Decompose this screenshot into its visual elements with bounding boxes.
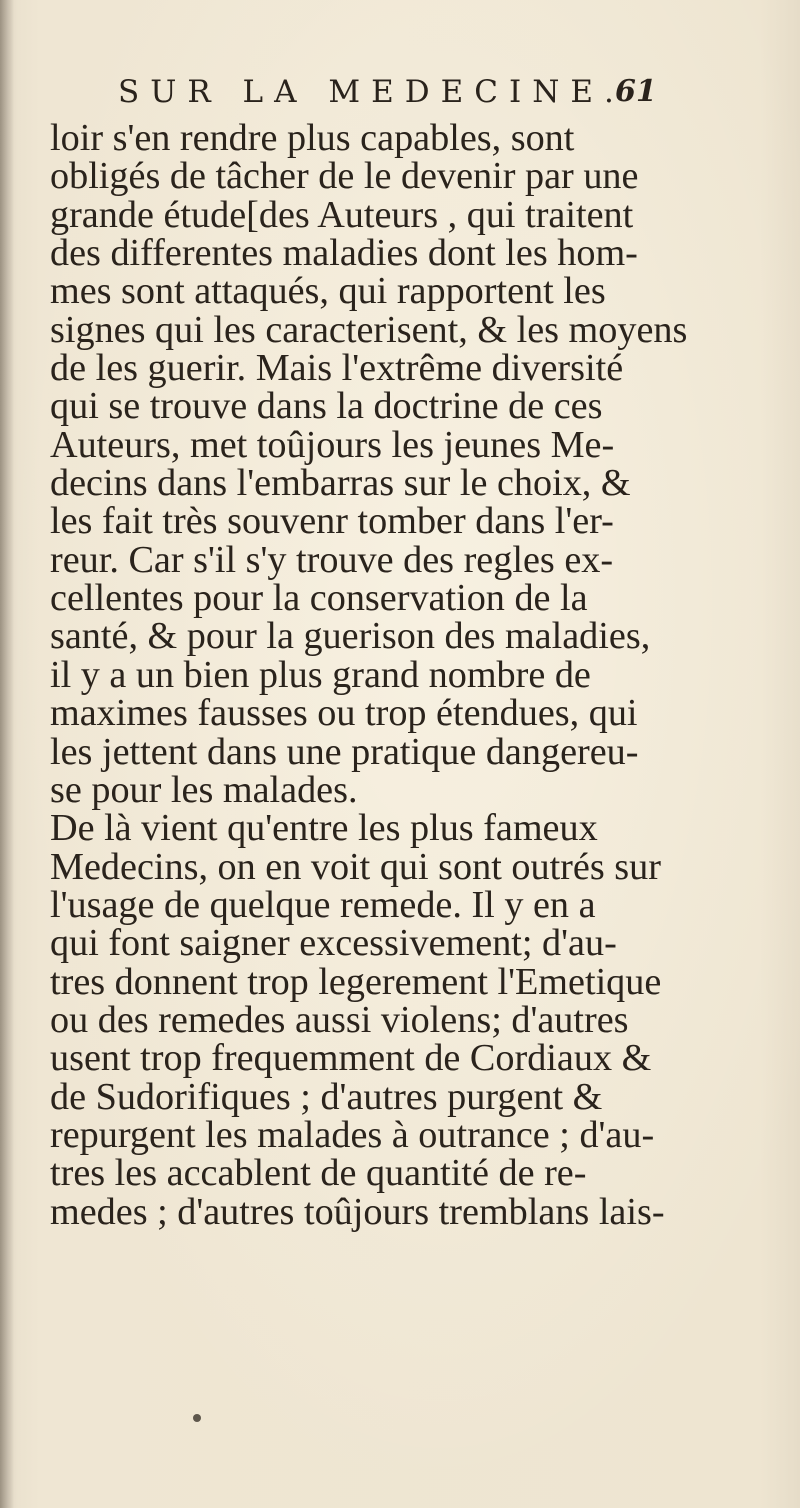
text-line: tres les accablent de quantité de re-	[50, 1152, 587, 1195]
text-line: les jettent dans une pratique dangereu-	[50, 730, 639, 773]
text-line: tres donnent trop legerement l'Emetique	[50, 960, 662, 1003]
text-line: loir s'en rendre plus capables, sont	[50, 117, 575, 159]
text-line: ou des remedes aussi violens; d'autres	[50, 998, 629, 1041]
text-line: cellentes pour la conservation de la	[50, 577, 588, 620]
text-line: il y a un bien plus grand nombre de	[50, 653, 591, 696]
text-line: obligés de tâcher de le devenir par une	[50, 155, 639, 198]
text-line: decins dans l'embarras sur le choix, &	[50, 462, 631, 505]
text-line: reur. Car s'il s'y trouve des regles ex-	[50, 538, 614, 581]
text-line: qui font saigner excessivement; d'au-	[50, 922, 617, 965]
text-line: se pour les malades.	[50, 768, 358, 811]
text-line: medes ; d'autres toûjours tremblans lais-	[50, 1190, 665, 1233]
running-title: SUR LA MEDECINE.	[118, 74, 625, 110]
text-line: l'usage de quelque remede. Il y en a	[50, 883, 596, 926]
text-line: repurgent les malades à outrance ; d'au-	[50, 1113, 655, 1156]
text-line: de les guerir. Mais l'extrême diversité	[50, 347, 624, 390]
text-line: signes qui les caracterisent, & les moyens	[50, 308, 688, 351]
text-line: de Sudorifiques ; d'autres purgent &	[50, 1075, 603, 1118]
ink-spot	[193, 1414, 201, 1422]
text-line: qui se trouve dans la doctrine de ces	[50, 385, 603, 428]
text-line: mes sont attaqués, qui rapportent les	[50, 270, 606, 313]
text-line: les fait très souvenr tomber dans l'er-	[50, 500, 614, 543]
text-line-paragraph-start: De là vient qu'entre les plus fameux	[50, 807, 598, 850]
text-line: grande étude[des Auteurs , qui traitent	[50, 193, 634, 236]
text-line: maximes fausses ou trop étendues, qui	[50, 692, 638, 735]
text-line: des differentes maladies dont les hom-	[50, 232, 638, 275]
text-line: usent trop frequemment de Cordiaux &	[50, 1037, 652, 1080]
text-line: Auteurs, met toûjours les jeunes Me-	[50, 423, 615, 466]
page-number: 61	[615, 74, 657, 109]
running-head	[118, 74, 678, 114]
text-line: santé, & pour la guerison des maladies,	[50, 615, 651, 658]
text-line: Medecins, on en voit qui sont outrés sur	[50, 845, 661, 888]
page-gutter-shadow	[0, 0, 14, 1508]
body-text	[50, 119, 770, 1231]
